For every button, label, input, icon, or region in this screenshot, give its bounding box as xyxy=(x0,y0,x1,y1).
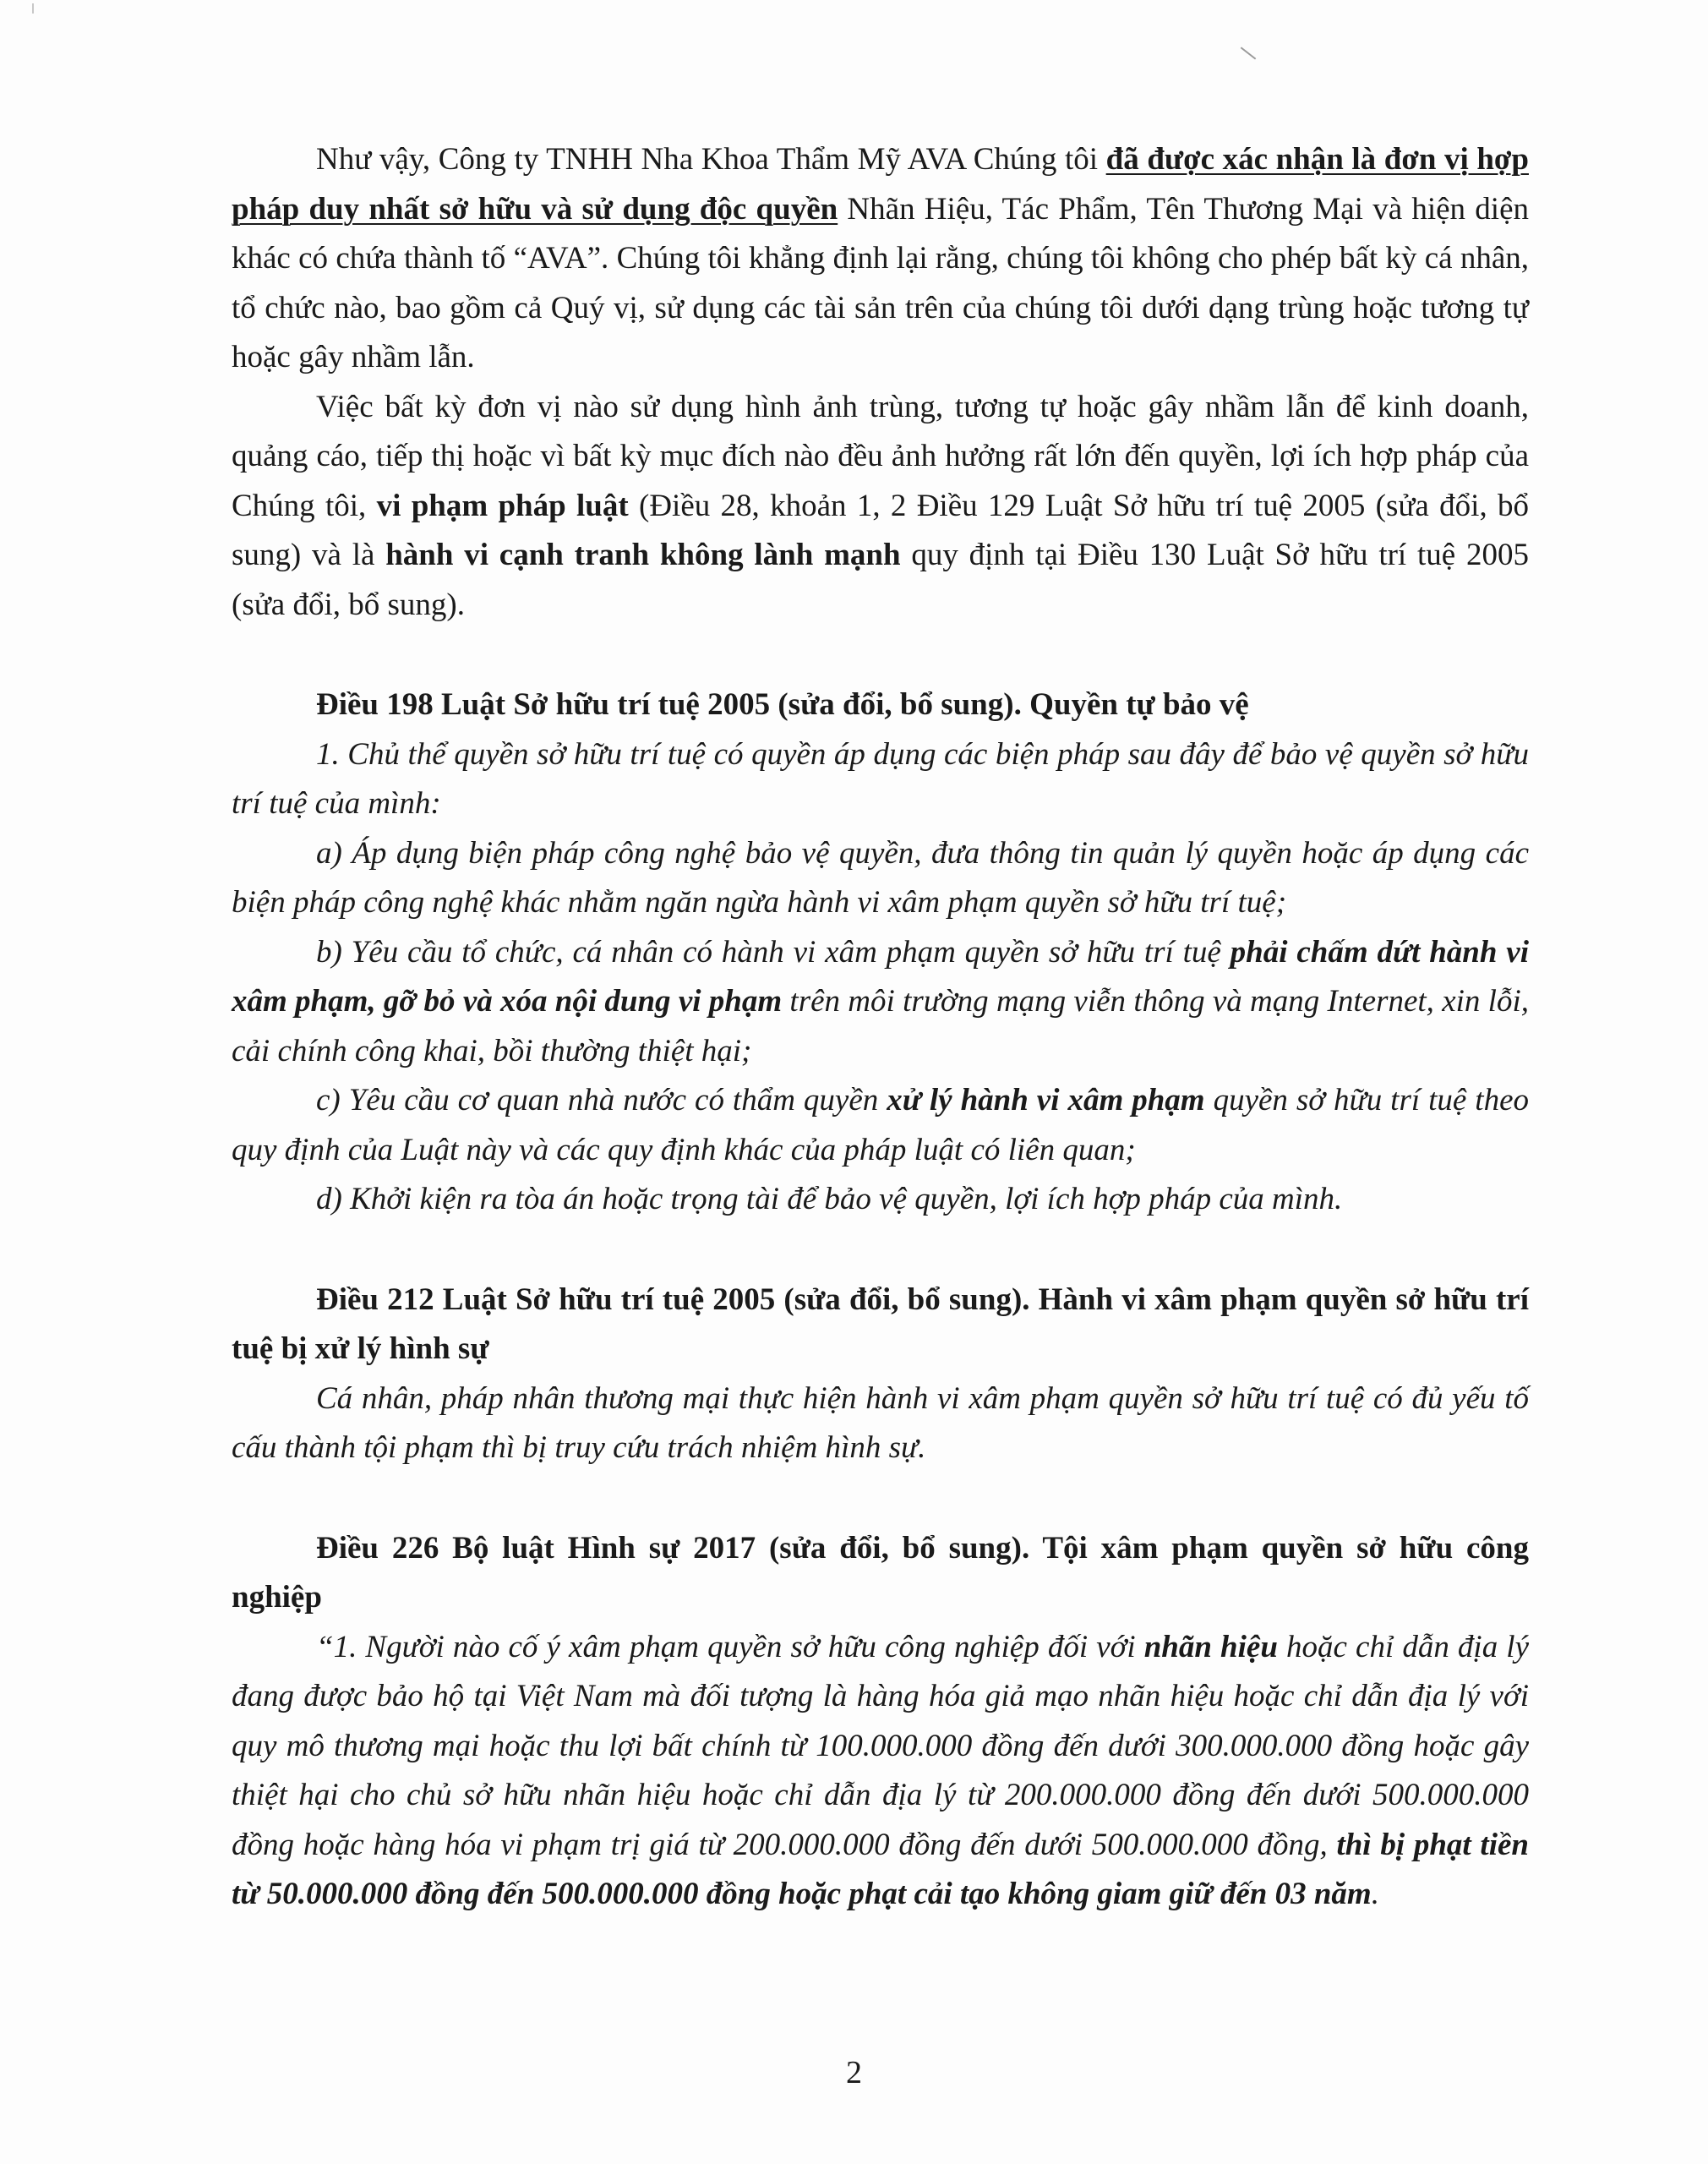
section-226-body xyxy=(232,1623,1529,1920)
section-226-text-a: “1. Người nào cố ý xâm phạm quyền sở hữu công nghiệp đối với xyxy=(316,1629,1144,1664)
section-226-text-e: . xyxy=(1371,1877,1379,1911)
section-226-heading: Điều 226 Bộ luật Hình sự 2017 (sửa đổi, bổ sung). Tội xâm phạm quyền sở hữu công nghiệp xyxy=(232,1530,1529,1615)
section-spacer xyxy=(232,1473,1529,1524)
paragraph-infringement xyxy=(232,383,1529,631)
para1-text-a: Như vậy, Công ty TNHH Nha Khoa Thẩm Mỹ AVA Chúng tôi xyxy=(316,142,1106,177)
item-b-text-a: b) Yêu cầu tổ chức, cá nhân có hành vi xâm phạm quyền sở hữu trí tuệ xyxy=(316,934,1231,970)
section-212-heading: Điều 212 Luật Sở hữu trí tuệ 2005 (sửa đổi, bổ sung). Hành vi xâm phạm quyền sở hữu trí tuệ bị xử lý hình sự xyxy=(232,1281,1529,1366)
item-c-bold: xử lý hành vi xâm phạm xyxy=(887,1083,1205,1118)
item-c-text-a: c) Yêu cầu cơ quan nhà nước có thẩm quyền xyxy=(316,1083,887,1118)
item-b-bold: phải chấm dứt hành vi xâm phạm, gỡ bỏ và xóa nội dung vi phạm xyxy=(232,934,1529,1019)
section-198-item-b xyxy=(232,928,1529,1077)
para2-text-e: quy định tại Điều 130 Luật Sở hữu trí tuệ 2005 (sửa đổi, bổ sung). xyxy=(232,538,1529,622)
section-226-bold-trademark: nhãn hiệu xyxy=(1143,1629,1278,1664)
section-226-text-c: hoặc chỉ dẫn địa lý đang được bảo hộ tại Việt Nam mà đối tượng là hàng hóa giả mạo nhãn hiệu hoặc chỉ dẫn địa lý với quy mô thương mại hoặc thu lợi bất chính từ 100.000.000 đồng đến dưới 300.000.000 đồng hoặc gây thiệt hại cho chủ sở hữu nhãn hiệu hoặc chỉ dẫn địa lý từ 200.000.000 đồng đến dưới 500.000.000 đồng hoặc hàng hóa vi phạm trị giá từ 200.000.000 đồng đến dưới 500.000.000 đồng, xyxy=(232,1629,1529,1862)
section-198-item-d: d) Khởi kiện ra tòa án hoặc trọng tài để bảo vệ quyền, lợi ích hợp pháp của mình. xyxy=(316,1182,1343,1216)
item-b-text-c: trên môi trường mạng viễn thông và mạng Internet, xin lỗi, cải chính công khai, bồi thường thiệt hại; xyxy=(232,984,1529,1068)
section-212-body: Cá nhân, pháp nhân thương mại thực hiện hành vi xâm phạm quyền sở hữu trí tuệ có đủ yếu tố cấu thành tội phạm thì bị truy cứu trách nhiệm hình sự. xyxy=(232,1380,1529,1465)
section-spacer xyxy=(232,1225,1529,1276)
section-198-item-a: a) Áp dụng biện pháp công nghệ bảo vệ quyền, đưa thông tin quản lý quyền hoặc áp dụng các biện pháp công nghệ khác nhằm ngăn ngừa hành vi xâm phạm quyền sở hữu trí tuệ; xyxy=(232,835,1529,920)
section-226-bold-penalty: thì bị phạt tiền từ 50.000.000 đồng đến 500.000.000 đồng hoặc phạt cải tạo không giam giữ đến 03 năm xyxy=(232,1827,1529,1911)
scan-edge-mark xyxy=(32,3,34,14)
section-198-item-c xyxy=(232,1076,1529,1175)
section-spacer xyxy=(232,630,1529,680)
page-number: 2 xyxy=(846,2055,862,2090)
section-198-heading: Điều 198 Luật Sở hữu trí tuệ 2005 (sửa đổi, bổ sung). Quyền tự bảo vệ xyxy=(316,687,1249,722)
scan-artifact-mark xyxy=(1241,46,1257,59)
para2-bold-unfair-competition: hành vi cạnh tranh không lành mạnh xyxy=(385,538,901,572)
item-c-text-c: quyền sở hữu trí tuệ theo quy định của Luật này và các quy định khác của pháp luật có liên quan; xyxy=(232,1083,1529,1167)
para2-text-c: (Điều 28, khoản 1, 2 Điều 129 Luật Sở hữu trí tuệ 2005 (sửa đổi, bổ sung) và là xyxy=(232,488,1529,572)
para1-text-c: Nhãn Hiệu, Tác Phẩm, Tên Thương Mại và hiện diện khác có chứa thành tố “AVA”. Chúng tôi khẳng định lại rằng, chúng tôi không cho phép bất kỳ cá nhân, tổ chức nào, bao gồm cả Quý vị, sử dụng các tài sản trên của chúng tôi dưới dạng trùng hoặc tương tự hoặc gây nhầm lẫn. xyxy=(232,191,1529,374)
para2-text-a: Việc bất kỳ đơn vị nào sử dụng hình ảnh trùng, tương tự hoặc gây nhầm lẫn để kinh doanh, quảng cáo, tiếp thị hoặc vì bất kỳ mục đích nào đều ảnh hưởng rất lớn đến quyền, lợi ích hợp pháp của Chúng tôi, xyxy=(232,389,1529,523)
para1-emphasis: đã được xác nhận là đơn vị hợp pháp duy nhất sở hữu và sử dụng độc quyền xyxy=(232,142,1529,227)
section-198-item-1: 1. Chủ thể quyền sở hữu trí tuệ có quyền áp dụng các biện pháp sau đây để bảo vệ quyền sở hữu trí tuệ của mình: xyxy=(232,736,1529,821)
para2-bold-violation: vi phạm pháp luật xyxy=(376,488,629,523)
document-body xyxy=(232,135,1529,1920)
paragraph-ava-ownership xyxy=(232,135,1529,383)
